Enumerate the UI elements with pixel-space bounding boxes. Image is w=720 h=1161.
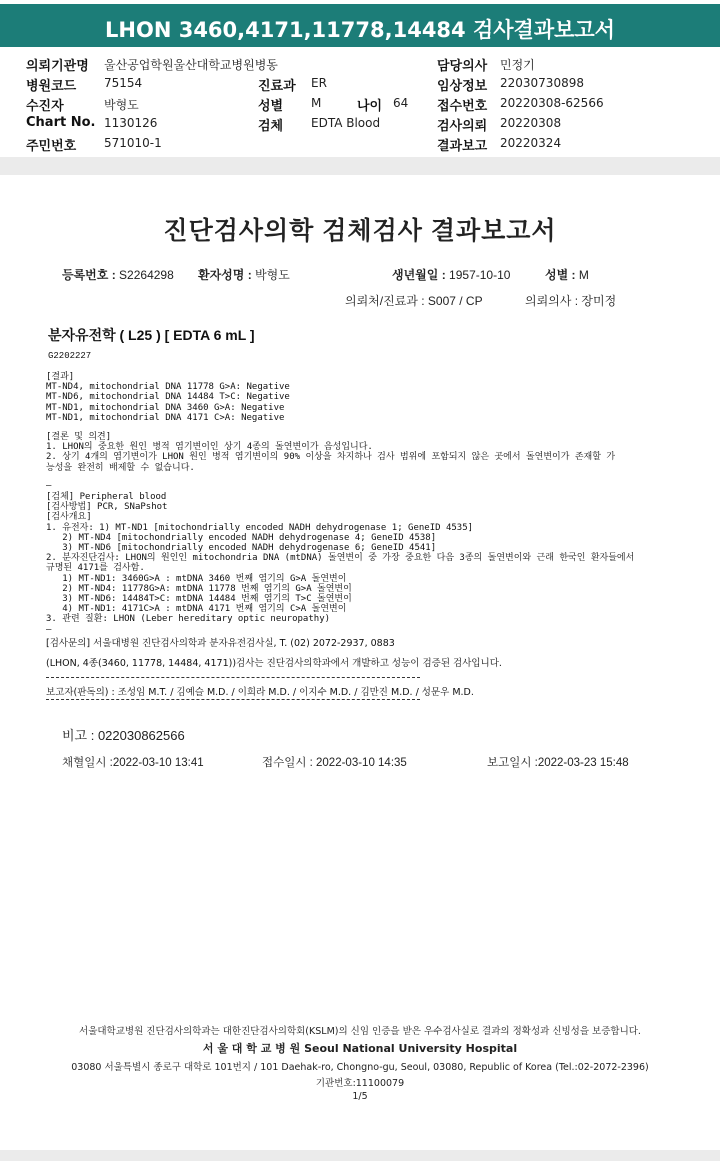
header-label: 나이 — [357, 99, 383, 114]
header-value: 20220308 — [500, 116, 562, 130]
text-line: MT-ND1, mitochondrial DNA 3460 G>A: Negative — [46, 402, 285, 413]
birth-date: 생년월일 : 1957-10-10 — [392, 268, 511, 282]
text-line: MT-ND4, mitochondrial DNA 11778 G>A: Negative — [46, 382, 290, 393]
text-line: [결과] — [46, 372, 75, 382]
inquiry-line: [검사문의] 서울대병원 진단검사의학과 분자유전검사실, T. (02) 2072-2937, 0883 — [46, 638, 395, 649]
header-value: 75154 — [104, 76, 143, 90]
header-label: 주민번호 — [26, 139, 77, 154]
page-number: 1/5 — [352, 1091, 368, 1102]
header-value: 64 — [393, 96, 409, 110]
header-value: M — [311, 96, 322, 110]
text-line: 1) MT-ND1: 3460G>A : mtDNA 3460 번째 염기의 G>A 돌연변이 — [46, 573, 347, 584]
text-line: [검사개요] — [46, 512, 92, 523]
report-banner: LHON 3460,4171,11778,14484 검사결과보고서 — [0, 0, 720, 47]
header-label: 접수번호 — [437, 99, 488, 114]
text-line: 2. 상기 4개의 염기변이가 LHON 원인 병적 염기변이의 90% 이상을 차지하나 검사 범위에 포함되지 않은 곳에서 돌연변이가 존재할 가 — [46, 452, 616, 463]
text-line: 3. 관련 질환: LHON (Leber hereditary optic neuropathy) — [46, 614, 331, 625]
text-line: 2) MT-ND4: 11778G>A: mtDNA 11778 번째 염기의 G>A 돌연변이 — [46, 583, 352, 594]
reg-number: 등록번호 : S2264298 — [62, 268, 174, 282]
header-value: 20220324 — [500, 136, 562, 150]
text-line: [검사방법] PCR, SNaPshot — [46, 502, 168, 513]
divider — [46, 677, 420, 678]
opinion-block — [46, 432, 615, 473]
receive-datetime: 접수일시 : 2022-03-10 14:35 — [262, 757, 407, 769]
header-label: 담당의사 — [437, 59, 488, 74]
text-line: 1. 유전자: 1) MT-ND1 [mitochondrially encoded NADH dehydrogenase 1; GeneID 4535] — [46, 522, 474, 533]
header-label: 검체 — [258, 119, 284, 134]
header-label: 검사의뢰 — [437, 119, 488, 134]
header-label: 의뢰기관명 — [26, 59, 89, 74]
text-line: [결론 및 의견] — [46, 432, 112, 442]
patient-header — [0, 47, 720, 157]
header-value: 571010-1 — [104, 136, 162, 150]
text-line: 3) MT-ND6 [mitochondrially encoded NADH dehydrogenase 6; GeneID 4541] — [46, 543, 437, 554]
certification-text: 서울대학교병원 진단검사의학과는 대한진단검사의학회(KSLM)의 신임 인증을 받은 우수검사실로 결과의 정확성과 신빙성을 보증합니다. — [79, 1026, 641, 1037]
patient-name: 환자성명 : 박형도 — [198, 268, 290, 282]
header-label: 병원코드 — [26, 79, 77, 94]
header-value: 민정기 — [500, 58, 535, 72]
header-value: 20220308-62566 — [500, 96, 604, 110]
text-line: MT-ND1, mitochondrial DNA 4171 C>A: Negative — [46, 412, 285, 423]
dash-line: — — [46, 481, 52, 491]
hospital-address: 03080 서울특별시 종로구 대학로 101번지 / 101 Daehak-ro, Chongno-gu, Seoul, 03080, Republic of Korea (Tel.:02-2072-2396) — [71, 1062, 649, 1073]
report-datetime: 보고일시 :2022-03-23 15:48 — [487, 757, 629, 769]
text-line: 능성을 완전히 배제할 수 없습니다. — [46, 462, 195, 473]
report-title: 진단검사의학 검체검사 결과보고서 — [163, 217, 557, 245]
divider — [46, 699, 420, 700]
hospital-name: 서 울 대 학 교 병 원 Seoul National University Hospital — [202, 1042, 518, 1055]
header-value: 22030730898 — [500, 76, 584, 90]
header-label: 수진자 — [26, 99, 64, 114]
sex: 성별 : M — [545, 268, 589, 282]
header-value: 울산공업학원울산대학교병원병동 — [104, 58, 278, 72]
collect-datetime: 채혈일시 :2022-03-10 13:41 — [62, 757, 204, 769]
institution-number: 기관번호:11100079 — [315, 1078, 405, 1089]
header-value: 박형도 — [104, 98, 139, 112]
text-line: MT-ND6, mitochondrial DNA 14484 T>C: Negative — [46, 392, 290, 403]
text-line: 4) MT-ND1: 4171C>A : mtDNA 4171 번째 염기의 C>A 돌연변이 — [46, 604, 347, 615]
result-block — [46, 372, 290, 423]
text-line: 2) MT-ND4 [mitochondrially encoded NADH dehydrogenase 4; GeneID 4538] — [46, 532, 437, 543]
header-label: 성별 — [258, 99, 284, 114]
header-value: ER — [311, 76, 327, 90]
header-value: 1130126 — [104, 116, 158, 130]
text-line: 2. 분자진단검사: LHON의 원인인 mitochondria DNA (mtDNA) 돌연변이 중 가장 중요한 다음 3종의 돌연변이와 근래 한국인 환자들에서 — [46, 553, 635, 564]
method-block — [46, 492, 634, 635]
header-label: 결과보고 — [437, 139, 488, 154]
header-value: EDTA Blood — [311, 116, 381, 130]
header-label: Chart No. — [26, 115, 96, 130]
header-label: 진료과 — [258, 79, 296, 94]
reporters-line: 보고자(판독의) : 조성임 M.T. / 김예슬 M.D. / 이희라 M.D. / 이지수 M.D. / 김만진 M.D. / 성문우 M.D. — [46, 687, 474, 698]
text-line: 3) MT-ND6: 14484T>C: mtDNA 14484 번째 염기의 T>C 돌연변이 — [46, 594, 352, 605]
remarks: 비고 : 022030862566 — [62, 728, 185, 743]
text-line: — — [46, 624, 52, 635]
report-page — [0, 175, 720, 1150]
note-line: (LHON, 4종(3460, 11778, 14484, 4171))검사는 진단검사의학과에서 개발하고 성능이 검증된 검사입니다. — [46, 658, 502, 669]
text-line: 규명된 4171를 검사함. — [46, 563, 145, 574]
text-line: 1. LHON의 중요한 원인 병적 염기변이인 상기 4종의 돌연변이가 음성입니다. — [46, 442, 373, 453]
referral-doctor: 의뢰의사 : 장미정 — [525, 294, 617, 308]
referral-dept: 의뢰처/진료과 : S007 / CP — [345, 294, 483, 308]
section-title: 분자유전학 ( L25 ) [ EDTA 6 mL ] — [48, 327, 255, 343]
text-line: [검체] Peripheral blood — [46, 492, 167, 502]
header-label: 임상정보 — [437, 79, 488, 94]
specimen-id: G2202227 — [48, 351, 92, 361]
